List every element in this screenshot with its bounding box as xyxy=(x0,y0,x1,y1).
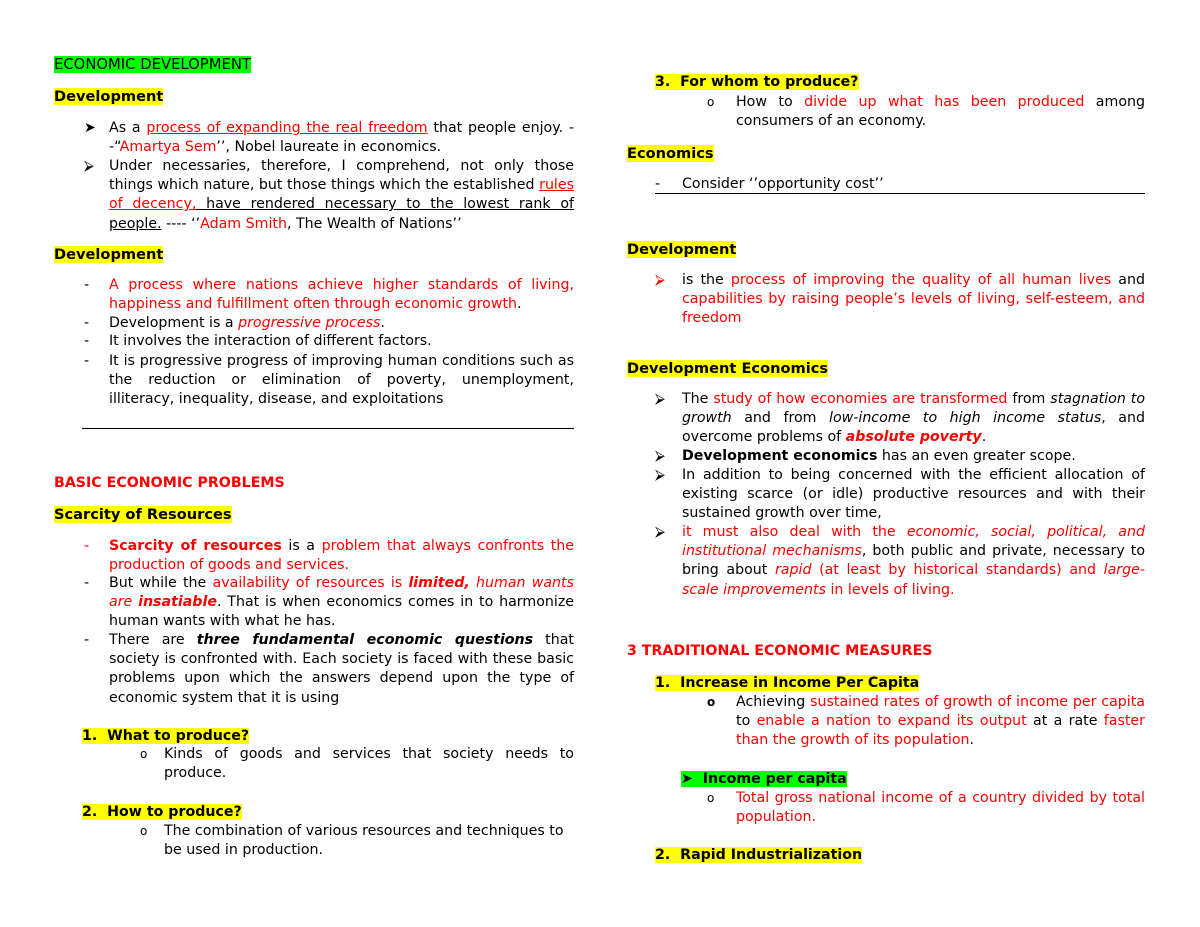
dash-bullet: - xyxy=(84,575,90,591)
section-divider xyxy=(655,193,1145,194)
arrow-bullet-icon: ⮚ xyxy=(655,448,666,464)
economics-heading: Economics xyxy=(627,145,714,162)
dash-bullet: - xyxy=(84,538,90,554)
measure-2: 2. Rapid Industrialization xyxy=(655,847,863,863)
list-item: - But while the availability of resources is limited, human wants are insatiable. That is when economics comes in to harmonize human wants with what he has. xyxy=(84,575,574,630)
list-item: ⮚ is the process of improving the quality of all human lives and capabilities by raising people’s levels of living, self-esteem, and freedom xyxy=(655,272,1145,327)
dash-bullet: - xyxy=(84,632,90,648)
traditional-measures-title: 3 TRADITIONAL ECONOMIC MEASURES xyxy=(627,643,933,659)
list-item: ⮚ In addition to being concerned with the efficient allocation of existing scarce (or idle) productive resources and with their sustained growth over time, xyxy=(655,467,1145,522)
scarcity-heading: Scarcity of Resources xyxy=(54,506,232,523)
list-item: - Development is a progressive process. xyxy=(54,314,574,333)
circle-bullet: o xyxy=(707,95,715,109)
development-economics-heading: Development Economics xyxy=(627,360,829,377)
section-heading-development-1: Development xyxy=(54,88,164,105)
arrow-bullet-icon: ⮚ xyxy=(655,467,666,483)
measure-1: 1. Increase in Income Per Capita xyxy=(655,675,920,691)
question-1: 1. What to produce? xyxy=(82,728,250,744)
list-item: o Total gross national income of a country divided by total population. xyxy=(707,790,1145,826)
dash-bullet: - xyxy=(84,333,90,349)
dash-bullet: - xyxy=(84,353,90,369)
doc-title: ECONOMIC DEVELOPMENT xyxy=(54,56,251,73)
list-item: o Achieving sustained rates of growth of income per capita to enable a nation to expand its output at a rate faster than the growth of its population. xyxy=(707,694,1145,749)
list-item: ⮚ The study of how economies are transformed from stagnation to growth and from low-income to high income status, and overcome problems of absolute poverty. xyxy=(655,391,1146,446)
list-item: ⮚ it must also deal with the economic, social, political, and institutional mechanisms, both public and private, necessary to bring about rapid (at least by historical standards) and large-scale improvements in levels of living. xyxy=(655,524,1146,598)
list-item: - A process where nations achieve higher standards of living, happiness and fulfillment often through economic growth. xyxy=(84,277,574,313)
section-heading-development-2: Development xyxy=(54,246,164,263)
arrow-bullet-icon: ➤ xyxy=(681,771,693,787)
list-item: ⮚ Development economics has an even greater scope. xyxy=(627,447,1145,466)
list-item: - Consider ‘’opportunity cost’’ xyxy=(627,175,1145,194)
dash-bullet: - xyxy=(84,315,90,331)
list-item: o The combination of various resources and techniques to be used in production. xyxy=(140,823,564,859)
development-heading: Development xyxy=(627,241,737,258)
circle-bullet: o xyxy=(707,791,715,805)
section-divider xyxy=(82,428,574,429)
dash-bullet: - xyxy=(655,176,661,192)
circle-bullet: o xyxy=(707,695,716,709)
list-item: o How to divide up what has been produced among consumers of an economy. xyxy=(707,94,1145,130)
list-item: ⮚ Under necessaries, therefore, I comprehend, not only those things which nature, but those things which the established rules of decency, have rendered necessary to the lowest rank of people. ---- ‘’Adam Smith, The Wealth of Nations’’ xyxy=(84,158,575,232)
list-item: - It involves the interaction of different factors. xyxy=(54,332,574,351)
list-item: o Kinds of goods and services that society needs to produce. xyxy=(140,746,574,782)
question-3: 3. For whom to produce? xyxy=(655,74,859,90)
circle-bullet: o xyxy=(140,824,148,838)
circle-bullet: o xyxy=(140,747,148,761)
list-item: ➤ As a process of expanding the real freedom that people enjoy. --“Amartya Sem’’, Nobel laureate in economics. xyxy=(84,120,574,156)
question-2: 2. How to produce? xyxy=(82,804,242,820)
arrow-bullet-icon: ⮚ xyxy=(655,272,666,288)
arrow-bullet-icon: ⮚ xyxy=(655,391,666,407)
arrow-bullet-icon: ⮚ xyxy=(655,524,666,540)
basic-problems-title: BASIC ECONOMIC PROBLEMS xyxy=(54,475,285,491)
list-item: - It is progressive progress of improving human conditions such as the reduction or elimination of poverty, unemployment, illiteracy, inequality, disease, and exploitations xyxy=(84,353,574,408)
arrow-bullet-icon: ➤ xyxy=(84,120,96,136)
arrow-bullet-icon: ⮚ xyxy=(84,158,95,174)
income-per-capita-heading: ➤ Income per capita xyxy=(681,771,847,787)
list-item: - There are three fundamental economic questions that society is confronted with. Each society is faced with these basic problems upon which the answers depend upon the type of economic system that it is using xyxy=(84,632,574,706)
list-item: - Scarcity of resources is a problem that always confronts the production of goods and services. xyxy=(84,538,574,574)
dash-bullet: - xyxy=(84,277,90,293)
